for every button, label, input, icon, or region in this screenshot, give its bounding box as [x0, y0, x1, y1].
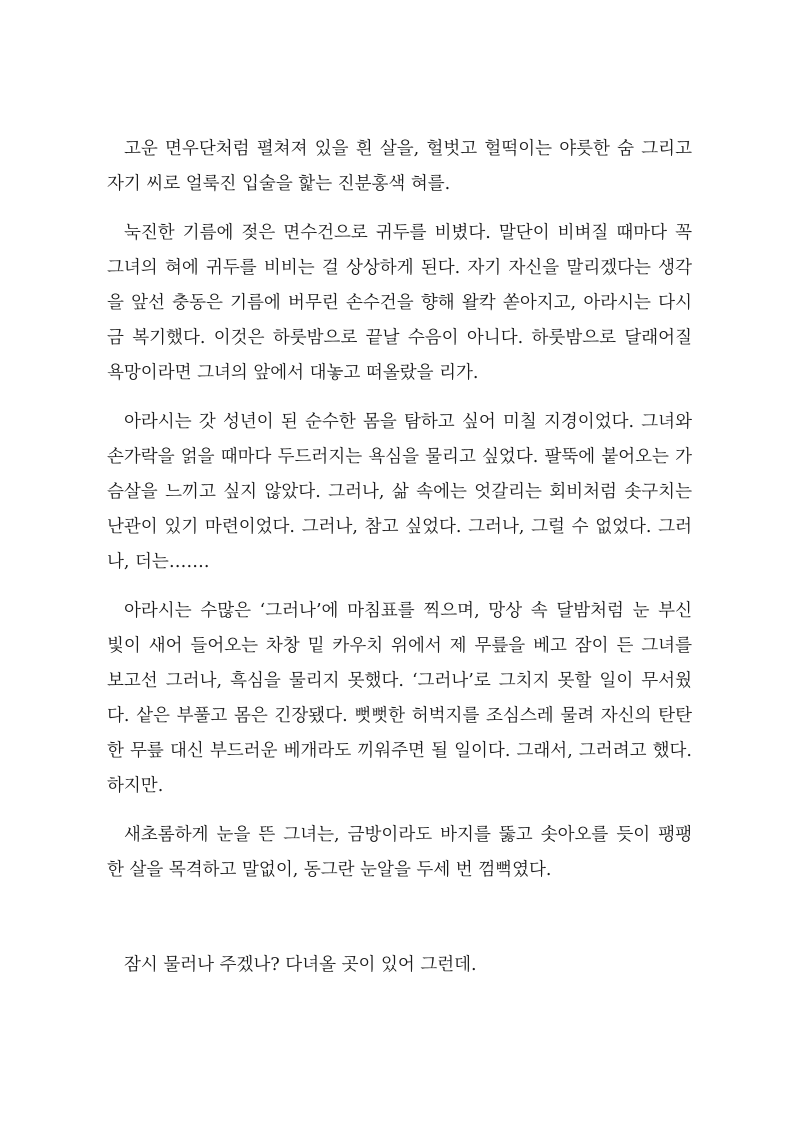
paragraph-line: 슴살을 느끼고 싶지 않았다. 그러나, 삶 속에는 엇갈리는 회비처럼 솟구치는 — [107, 482, 692, 502]
paragraph-2 — [107, 216, 692, 391]
paragraph-5 — [107, 818, 692, 888]
paragraph-line: 보고선 그러나, 흑심을 물리지 못했다. ‘그러나’로 그치지 못할 일이 무서웠 — [107, 671, 692, 691]
paragraph-line: 고운 면우단처럼 펼쳐져 있을 흰 살을, 헐벗고 헐떡이는 야릇한 숨 그리고 — [124, 139, 692, 159]
paragraph-line: 자기 씨로 얼룩진 입술을 핥는 진분홍색 혀를. — [107, 174, 451, 194]
paragraph-4 — [107, 594, 692, 804]
paragraph-line: 욕망이라면 그녀의 앞에서 대놓고 떠올랐을 리가. — [107, 363, 479, 383]
paragraph-line: 아라시는 수많은 ‘그러나’에 마침표를 찍으며, 망상 속 달밤처럼 눈 부신 — [124, 601, 692, 621]
paragraph-line: 아라시는 갓 성년이 된 순수한 몸을 탐하고 싶어 미칠 지경이었다. 그녀와 — [124, 412, 692, 432]
paragraph-line: 그녀의 혀에 귀두를 비비는 걸 상상하게 된다. 자기 자신을 말리겠다는 생각 — [107, 258, 692, 278]
paragraph-1 — [107, 132, 692, 202]
paragraph-line: 난관이 있기 마련이었다. 그러나, 참고 싶었다. 그러나, 그럴 수 없었다. 그러 — [107, 517, 692, 537]
paragraph-3 — [107, 405, 692, 580]
dialogue-paragraph — [107, 948, 692, 983]
paragraph-line: 을 앞선 충동은 기름에 버무린 손수건을 향해 왈칵 쏟아지고, 아라시는 다시 — [107, 293, 692, 313]
paragraph-line: 나, 더는……. — [107, 552, 210, 572]
paragraph-line: 한 살을 목격하고 말없이, 동그란 눈알을 두세 번 껌뻑였다. — [107, 860, 552, 880]
paragraph-line: 새초롬하게 눈을 뜬 그녀는, 금방이라도 바지를 뚫고 솟아오를 듯이 팽팽 — [124, 825, 692, 845]
document-body — [107, 132, 692, 997]
paragraph-line: 금 복기했다. 이것은 하룻밤으로 끝날 수음이 아니다. 하룻밤으로 달래어질 — [107, 328, 692, 348]
paragraph-line: 눅진한 기름에 젖은 면수건으로 귀두를 비볐다. 말단이 비벼질 때마다 꼭 — [124, 223, 692, 243]
section-gap — [107, 902, 692, 948]
paragraph-line: 하지만. — [107, 776, 164, 796]
paragraph-line: 다. 샅은 부풀고 몸은 긴장됐다. 뻣뻣한 허벅지를 조심스레 물려 자신의 탄탄 — [107, 706, 692, 726]
paragraph-line: 한 무릎 대신 부드러운 베개라도 끼워주면 될 일이다. 그래서, 그러려고 했다. — [107, 741, 692, 761]
paragraph-line: 빛이 새어 들어오는 차창 밑 카우치 위에서 제 무릎을 베고 잠이 든 그녀를 — [107, 636, 692, 656]
paragraph-line: 손가락을 얽을 때마다 두드러지는 욕심을 물리고 싶었다. 팔뚝에 붙어오는 가 — [107, 447, 692, 467]
dialogue-line: 잠시 물러나 주겠나? 다녀올 곳이 있어 그런데. — [124, 955, 477, 975]
